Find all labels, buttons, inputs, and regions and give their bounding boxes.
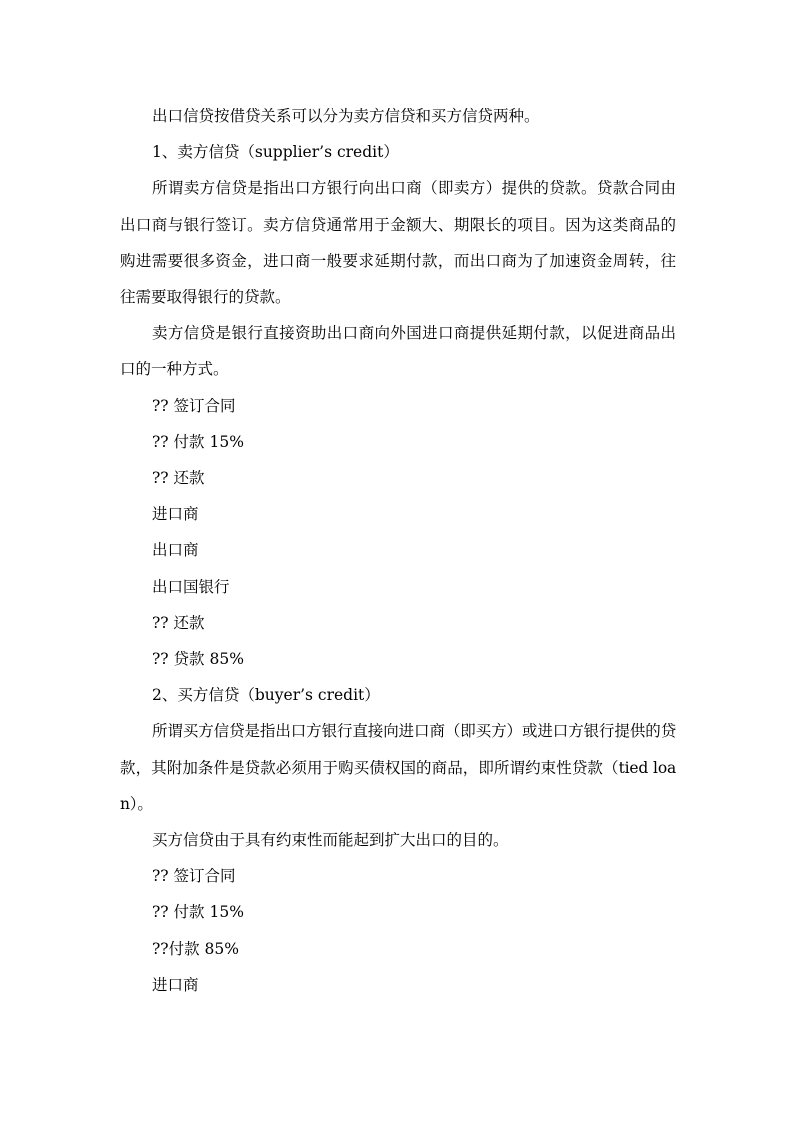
section-heading-buyer-credit: 2、买方信贷（buyer’s credit） [152, 686, 380, 705]
seller-credit-diagram-text [120, 388, 676, 678]
diagram-label: ?? 付款 15% [152, 903, 244, 922]
diagram-label: 进口商 [152, 975, 199, 994]
diagram-label: ?? 贷款 85% [152, 650, 244, 669]
diagram-label: 出口商 [152, 541, 199, 560]
diagram-label: ?? 还款 [152, 469, 205, 488]
document-body [120, 98, 676, 1003]
buyer-credit-purpose-paragraph: 买方信贷由于具有约束性而能起到扩大出口的目的。 [152, 831, 509, 850]
diagram-label: 出口国银行 [152, 577, 230, 596]
diagram-label: ?? 签订合同 [152, 867, 236, 886]
seller-credit-purpose-paragraph: 卖方信贷是银行直接资助出口商向外国进口商提供延期付款，以促进商品出口的一种方式。 [120, 324, 676, 379]
buyer-credit-definition-paragraph: 所谓买方信贷是指出口方银行直接向进口商（即买方）或进口方银行提供的贷款，其附加条件是贷款必须用于购买债权国的商品，即所谓约束性贷款（tied loan）。 [120, 722, 676, 813]
diagram-label: ?? 付款 15% [152, 432, 244, 451]
buyer-credit-diagram-text [120, 858, 676, 1003]
diagram-label: ??付款 85% [152, 939, 239, 958]
section-heading-seller-credit: 1、卖方信贷（supplier’s credit） [152, 143, 399, 162]
diagram-label: ?? 还款 [152, 613, 205, 632]
diagram-label: ?? 签订合同 [152, 396, 236, 415]
diagram-label: 进口商 [152, 505, 199, 524]
seller-credit-definition-paragraph: 所谓卖方信贷是指出口方银行向出口商（即卖方）提供的贷款。贷款合同由出口商与银行签订。卖方信贷通常用于金额大、期限长的项目。因为这类商品的购进需要很多资金，进口商一般要求延期付款，而出口商为了加速资金周转，往往需要取得银行的贷款。 [120, 179, 676, 307]
intro-paragraph: 出口信贷按借贷关系可以分为卖方信贷和买方信贷两种。 [152, 107, 540, 125]
